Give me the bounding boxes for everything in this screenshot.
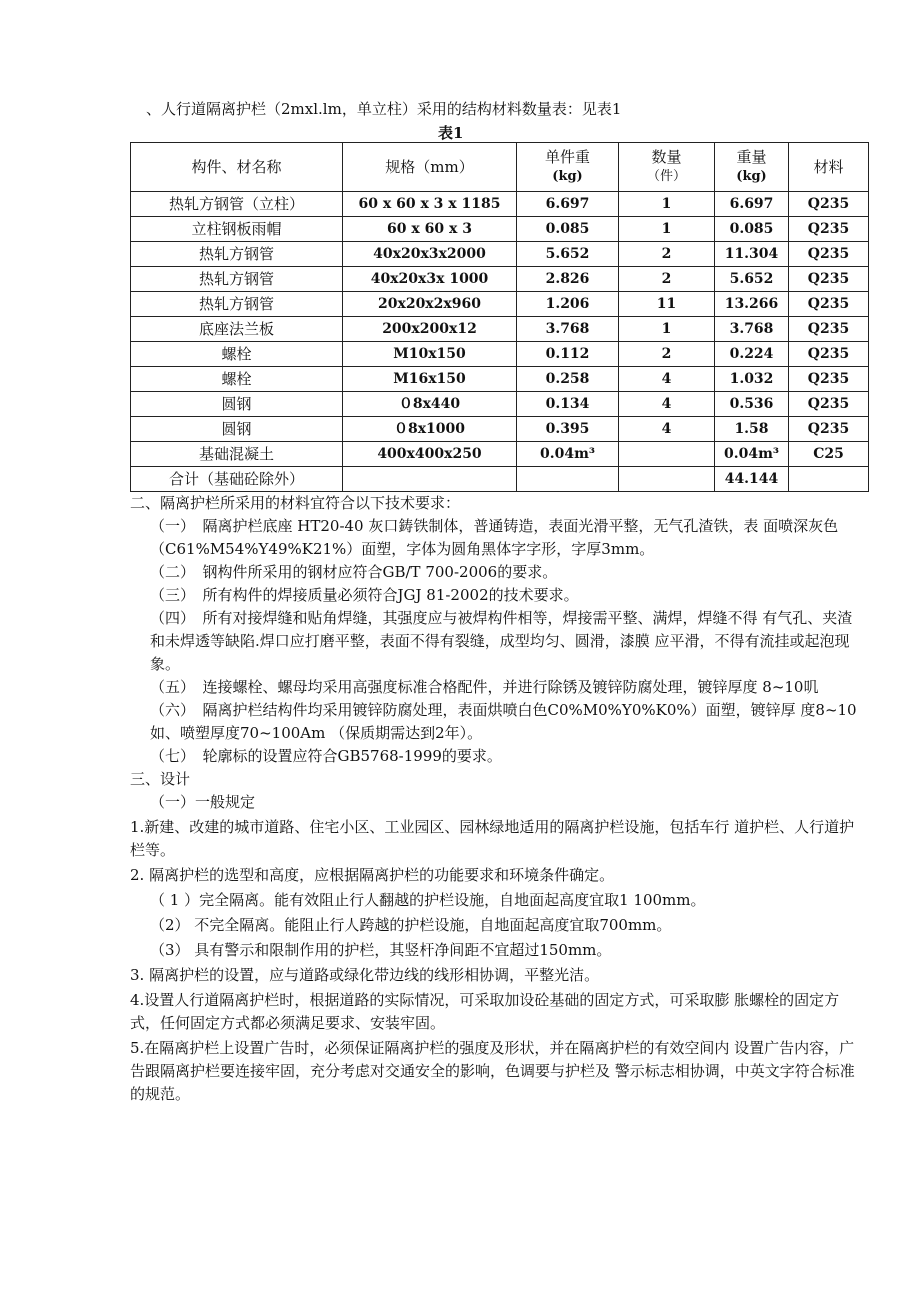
cell-unit-weight: 5.652: [517, 242, 619, 267]
table-header-row: [131, 143, 869, 192]
cell-qty: 1: [619, 217, 715, 242]
header-unit-weight-unit: (kg): [552, 169, 583, 184]
paragraph: （ 1 ）完全隔离。能有效阻止行人翻越的护栏设施，自地面起高度宜取1 100mm。: [150, 891, 706, 909]
cell-name: 热轧方钢管: [131, 267, 343, 292]
paragraph: （四） 所有对接焊缝和贴角焊缝，其强度应与被焊构件相等，焊接需平整、满焊，焊缝不得 有气孔、夹渣和未焊透等缺陷.焊口应打磨平整，表面不得有裂缝，成型均匀、圆滑，漆膜 应平滑，不得有流挂或起泡现象。: [150, 609, 853, 673]
cell-name: 热轧方钢管（立柱）: [131, 192, 343, 217]
table-row: [131, 292, 869, 317]
cell-name: 螺栓: [131, 367, 343, 392]
table-row: [131, 367, 869, 392]
total-label: 合计（基础砼除外）: [131, 467, 343, 492]
cell-weight: 3.768: [715, 317, 789, 342]
table-row: [131, 317, 869, 342]
cell-unit-weight: 2.826: [517, 267, 619, 292]
total-qty: [619, 467, 715, 492]
cell-qty: 2: [619, 267, 715, 292]
table-row: [131, 267, 869, 292]
header-qty-unit: （件）: [646, 169, 686, 184]
cell-qty: 4: [619, 367, 715, 392]
cell-material: Q235: [789, 417, 869, 442]
paragraph: （六） 隔离护栏结构件均采用镀锌防腐处理，表面烘喷白色C0%M0%Y0%K0%）面塑，镀锌厚 度8~10如、喷塑厚度70~100Am （保质期需达到2年）。: [150, 701, 857, 742]
body-text: [130, 492, 860, 1106]
cell-weight: 5.652: [715, 267, 789, 292]
cell-qty: 4: [619, 417, 715, 442]
cell-spec: ０8x1000: [343, 417, 517, 442]
cell-material: Q235: [789, 217, 869, 242]
paragraph: （2） 不完全隔离。能阻止行人跨越的护栏设施，自地面起高度宜取700mm。: [150, 916, 672, 934]
cell-spec: ０8x440: [343, 392, 517, 417]
cell-spec: 40x20x3x 1000: [343, 267, 517, 292]
paragraph: （二） 钢构件所采用的钢材应符合GB/T 700-2006的要求。: [150, 563, 558, 581]
cell-weight: 13.266: [715, 292, 789, 317]
cell-weight: 6.697: [715, 192, 789, 217]
cell-unit-weight: 1.206: [517, 292, 619, 317]
table-caption: 表1: [438, 124, 464, 142]
cell-weight: 0.085: [715, 217, 789, 242]
cell-name: 基础混凝土: [131, 442, 343, 467]
intro-line: 、人行道隔离护栏（2mxl.lm，单立柱）采用的结构材料数量表：见表1: [146, 100, 622, 118]
materials-table: [130, 142, 869, 492]
cell-spec: 20x20x2x960: [343, 292, 517, 317]
table-row: [131, 392, 869, 417]
paragraph: （三） 所有构件的焊接质量必须符合JGJ 81-2002的技术要求。: [150, 586, 579, 604]
cell-qty: 1: [619, 192, 715, 217]
table-row: [131, 192, 869, 217]
paragraph: 5.在隔离护栏上设置广告时，必须保证隔离护栏的强度及形状，并在隔离护栏的有效空间内 设置广告内容，广告跟隔离护栏要连接牢固，充分考虑对交通安全的影响，色调要与护栏及 警示标志相协调，中英文字符合标准的规范。: [130, 1039, 855, 1103]
cell-name: 螺栓: [131, 342, 343, 367]
header-unit-weight: [517, 143, 619, 192]
cell-qty: 2: [619, 242, 715, 267]
cell-name: 热轧方钢管: [131, 292, 343, 317]
cell-name: 圆钢: [131, 392, 343, 417]
cell-weight: 0.04m³: [715, 442, 789, 467]
cell-material: C25: [789, 442, 869, 467]
paragraph: 1.新建、改建的城市道路、住宅小区、工业园区、园林绿地适用的隔离护栏设施，包括车行 道护栏、人行道护栏等。: [130, 818, 855, 859]
cell-name: 立柱钢板雨帽: [131, 217, 343, 242]
cell-unit-weight: 0.112: [517, 342, 619, 367]
cell-material: Q235: [789, 392, 869, 417]
cell-name: 圆钢: [131, 417, 343, 442]
cell-spec: 200x200x12: [343, 317, 517, 342]
paragraph: 2. 隔离护栏的选型和高度，应根据隔离护栏的功能要求和环境条件确定。: [130, 866, 615, 884]
paragraph: 3. 隔离护栏的设置，应与道路或绿化带边线的线形相协调，平整光洁。: [130, 966, 600, 984]
table-total-row: [131, 467, 869, 492]
header-qty-label: 数量: [651, 148, 682, 166]
cell-unit-weight: 0.395: [517, 417, 619, 442]
cell-qty: 1: [619, 317, 715, 342]
table-row: [131, 417, 869, 442]
cell-spec: M10x150: [343, 342, 517, 367]
cell-weight: 0.536: [715, 392, 789, 417]
header-weight-label: 重量: [736, 148, 767, 166]
table-row: [131, 442, 869, 467]
header-material: 材料: [789, 143, 869, 192]
cell-weight: 11.304: [715, 242, 789, 267]
cell-qty: 11: [619, 292, 715, 317]
total-unit-weight: [517, 467, 619, 492]
cell-material: Q235: [789, 342, 869, 367]
paragraph: 二、隔离护栏所采用的材料宜符合以下技术要求：: [130, 494, 461, 512]
cell-material: Q235: [789, 317, 869, 342]
cell-material: Q235: [789, 192, 869, 217]
paragraph: （一）一般规定: [150, 793, 256, 811]
cell-spec: M16x150: [343, 367, 517, 392]
cell-weight: 1.032: [715, 367, 789, 392]
paragraph: （一） 隔离护栏底座 HT20-40 灰口鋳铁制体，普通铸造，表面光滑平整，无气孔渣铁，表 面喷深灰色（C61%M54%Y49%K21%）面塑，字体为圆角黑体字字形，字厚3mm。: [150, 517, 839, 558]
header-weight: [715, 143, 789, 192]
header-unit-weight-label: 单件重: [544, 148, 590, 166]
cell-unit-weight: 6.697: [517, 192, 619, 217]
cell-spec: 60 x 60 x 3 x 1185: [343, 192, 517, 217]
paragraph: 三、设计: [130, 770, 191, 788]
cell-spec: 40x20x3x2000: [343, 242, 517, 267]
cell-qty: 4: [619, 392, 715, 417]
cell-material: Q235: [789, 267, 869, 292]
cell-unit-weight: 0.085: [517, 217, 619, 242]
cell-material: Q235: [789, 292, 869, 317]
cell-name: 热轧方钢管: [131, 242, 343, 267]
cell-material: Q235: [789, 242, 869, 267]
cell-weight: 0.224: [715, 342, 789, 367]
table-row: [131, 217, 869, 242]
table-row: [131, 342, 869, 367]
table-row: [131, 242, 869, 267]
cell-weight: 1.58: [715, 417, 789, 442]
header-qty: [619, 143, 715, 192]
table-body: [131, 192, 869, 467]
cell-spec: 400x400x250: [343, 442, 517, 467]
paragraph: 4.设置人行道隔离护栏时，根据道路的实际情况，可采取加设砼基础的固定方式，可采取膨 胀螺栓的固定方式，任何固定方式都必须满足要求、安装牢固。: [130, 991, 840, 1032]
cell-qty: [619, 442, 715, 467]
total-spec: [343, 467, 517, 492]
header-name: 构件、材名称: [131, 143, 343, 192]
header-weight-unit: (kg): [736, 169, 767, 184]
cell-material: Q235: [789, 367, 869, 392]
cell-qty: 2: [619, 342, 715, 367]
cell-unit-weight: 0.134: [517, 392, 619, 417]
total-material: [789, 467, 869, 492]
paragraph: （五） 连接螺栓、螺母均采用高强度标准合格配件，并进行除锈及镀锌防腐处理，镀锌厚度 8~10叽: [150, 678, 819, 696]
cell-unit-weight: 0.258: [517, 367, 619, 392]
cell-unit-weight: 0.04m³: [517, 442, 619, 467]
cell-unit-weight: 3.768: [517, 317, 619, 342]
paragraph: （3） 具有警示和限制作用的护栏，其竖杆净间距不宜超过150mm。: [150, 941, 612, 959]
total-weight: 44.144: [715, 467, 789, 492]
cell-name: 底座法兰板: [131, 317, 343, 342]
paragraph: （七） 轮廓标的设置应符合GB5768-1999的要求。: [150, 747, 502, 765]
header-spec: 规格（mm）: [343, 143, 517, 192]
cell-spec: 60 x 60 x 3: [343, 217, 517, 242]
